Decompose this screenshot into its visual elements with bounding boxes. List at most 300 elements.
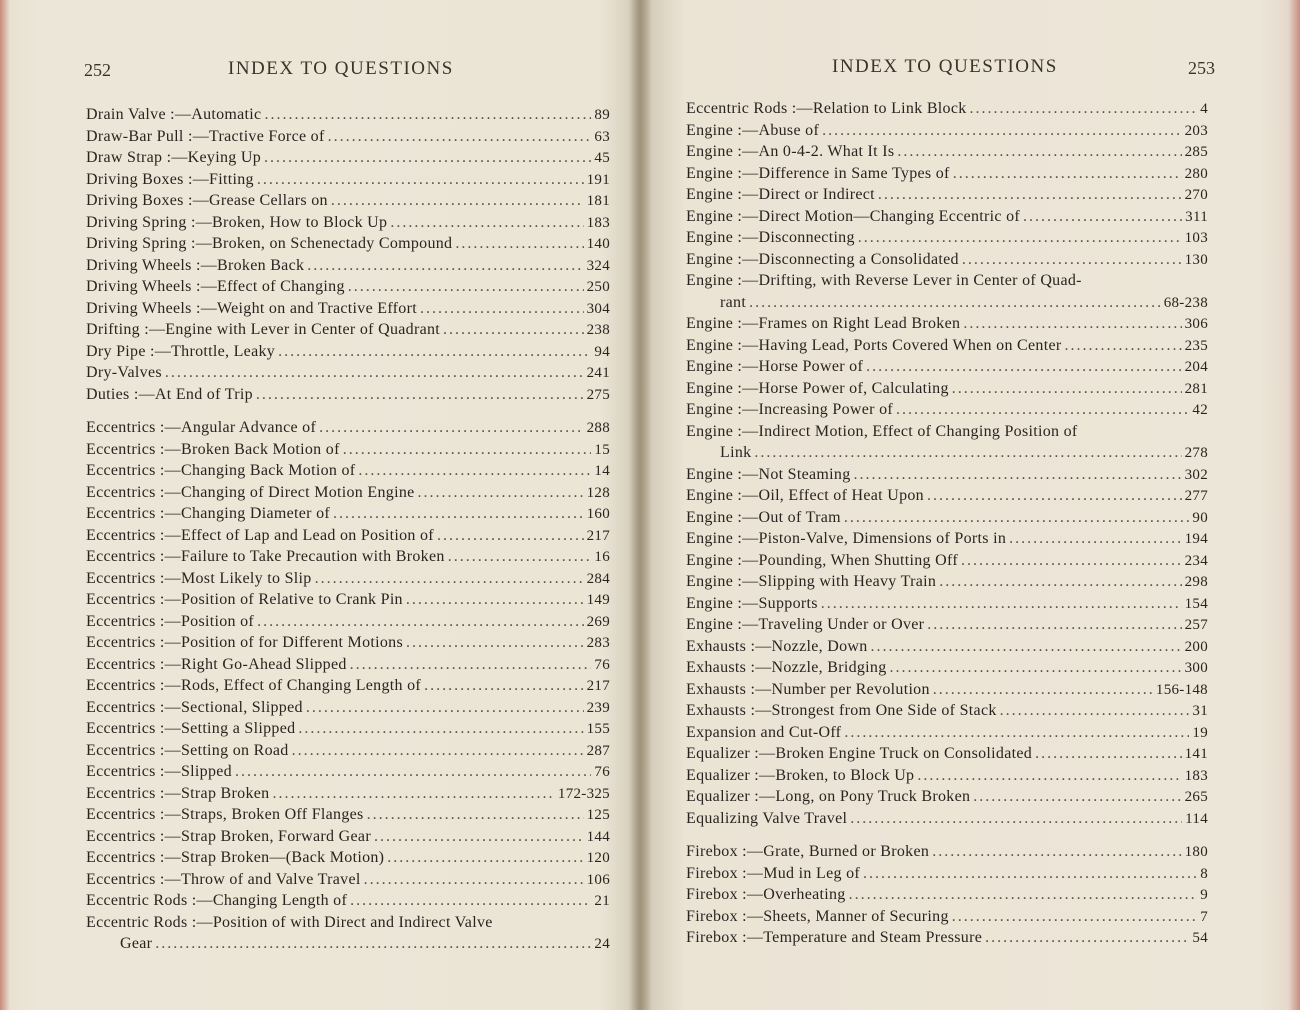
- entry-text: Dry Pipe :—Throttle, Leaky: [86, 342, 276, 360]
- index-entry: [686, 906, 1208, 928]
- leader-dots: [420, 298, 584, 320]
- index-entry: [86, 869, 610, 891]
- leader-dots: [387, 847, 583, 869]
- entry-text: Eccentrics :—Failure to Take Precaution with Broken: [86, 548, 445, 565]
- leader-dots: [390, 212, 583, 234]
- entry-page-number: 257: [1184, 617, 1208, 633]
- index-entry: [86, 255, 610, 277]
- entry-page-number: 94: [594, 343, 610, 360]
- leader-dots: [298, 718, 583, 740]
- leader-dots: [257, 611, 584, 633]
- entry-text: Engine :—Frames on Right Lead Broken: [686, 315, 961, 332]
- entry-page-number: 14: [594, 463, 610, 479]
- entry-page-number: 7: [1200, 908, 1208, 925]
- index-entry: [86, 298, 610, 320]
- leader-dots: [328, 126, 592, 148]
- page-number: 252: [84, 60, 111, 80]
- index-entry: [686, 313, 1208, 335]
- entry-text: Eccentrics :—Strap Broken—(Back Motion): [86, 849, 385, 866]
- entry-text: Link: [720, 444, 752, 461]
- leader-dots: [315, 568, 584, 590]
- entry-page-number: 172-325: [557, 785, 610, 802]
- entry-page-number: 203: [1184, 122, 1208, 139]
- entry-text: Driving Spring :—Broken, How to Block Up: [86, 213, 388, 231]
- entry-page-number: 120: [586, 850, 610, 866]
- entry-page-number: 155: [586, 721, 610, 737]
- entry-text: Engine :—Drifting, with Reverse Lever in Center of Quad-: [686, 272, 1082, 289]
- entry-page-number: 180: [1184, 844, 1208, 860]
- entry-page-number: 288: [586, 420, 610, 436]
- leader-dots: [854, 464, 1182, 486]
- leader-dots: [961, 550, 1182, 572]
- leader-dots: [350, 890, 591, 912]
- entry-text: Engine :—Supports: [686, 594, 818, 612]
- entry-page-number: 265: [1184, 789, 1208, 805]
- leader-dots: [307, 255, 583, 277]
- entry-text: Firebox :—Sheets, Manner of Securing: [686, 907, 949, 925]
- index-entry: [686, 292, 1208, 314]
- index-entry: [86, 568, 610, 590]
- leader-dots: [348, 276, 584, 298]
- leader-dots: [970, 98, 1198, 120]
- entry-text: Eccentrics :—Angular Advance of: [86, 419, 317, 436]
- index-entry: [686, 528, 1208, 550]
- entry-page-number: 141: [1184, 746, 1208, 762]
- entry-page-number: 194: [1184, 531, 1208, 547]
- entry-text: Eccentrics :—Setting on Road: [86, 741, 289, 759]
- entry-text: Equalizing Valve Travel: [686, 809, 848, 827]
- index-entry: [86, 826, 610, 848]
- leader-dots: [953, 163, 1182, 185]
- entry-text: Engine :—Increasing Power of: [686, 401, 894, 418]
- entry-text: Eccentrics :—Slipped: [86, 763, 232, 780]
- leader-dots: [896, 399, 1189, 421]
- leader-dots: [448, 546, 592, 568]
- entry-text: Firebox :—Temperature and Steam Pressure: [686, 929, 983, 946]
- index-entry: [86, 847, 610, 869]
- index-entry: [686, 765, 1208, 787]
- index-entry: [86, 212, 610, 234]
- entry-page-number: 140: [586, 236, 610, 252]
- leader-dots: [306, 697, 584, 719]
- entry-page-number: 287: [586, 742, 610, 759]
- entry-page-number: 103: [1184, 230, 1208, 246]
- entry-text: Eccentrics :—Position of: [86, 612, 255, 630]
- leader-dots: [1023, 206, 1182, 228]
- index-entry: [686, 378, 1208, 400]
- entry-page-number: 204: [1184, 359, 1208, 375]
- entry-page-number: 42: [1192, 402, 1208, 418]
- entry-text: Duties :—At End of Trip: [86, 385, 253, 403]
- entry-text: Engine :—Piston-Valve, Dimensions of Ports in: [686, 530, 1007, 547]
- index-entry: [686, 356, 1208, 378]
- leader-dots: [821, 593, 1182, 615]
- index-entry: [686, 786, 1208, 808]
- index-entry: [686, 399, 1208, 421]
- leader-dots: [319, 417, 583, 439]
- index-entry: [86, 503, 610, 525]
- entry-text: Equalizer :—Broken Engine Truck on Consolidated: [686, 745, 1033, 762]
- entry-page-number: 128: [586, 484, 610, 501]
- leader-dots: [871, 636, 1182, 658]
- index-entry: [686, 485, 1208, 507]
- index-entry: [686, 442, 1208, 464]
- entry-text: Eccentrics :—Strap Broken, Forward Gear: [86, 827, 371, 845]
- entry-page-number: 235: [1184, 337, 1208, 354]
- index-entry: [686, 679, 1208, 701]
- entry-page-number: 200: [1184, 638, 1208, 655]
- right-page: [640, 0, 1300, 1010]
- entry-text: Eccentrics :—Throw of and Valve Travel: [86, 870, 361, 888]
- index-entry: [86, 341, 610, 363]
- index-entry: [686, 593, 1208, 615]
- leader-dots: [866, 356, 1182, 378]
- entry-text: Eccentrics :—Rods, Effect of Changing Length of: [86, 677, 422, 694]
- leader-dots: [278, 341, 591, 363]
- index-entry: [86, 169, 610, 191]
- leader-dots: [844, 722, 1189, 744]
- entry-text: Eccentrics :—Changing Diameter of: [86, 505, 331, 522]
- index-entry: [686, 614, 1208, 636]
- index-entry: [86, 525, 610, 547]
- index-entry: [686, 657, 1208, 679]
- leader-dots: [331, 190, 584, 212]
- leader-dots: [406, 589, 584, 611]
- entry-text: rant: [720, 293, 747, 311]
- entry-text: Driving Wheels :—Weight on and Tractive Effort: [86, 299, 417, 317]
- leader-dots: [844, 507, 1190, 529]
- entry-page-number: 302: [1184, 466, 1208, 483]
- index-entry: [686, 808, 1208, 830]
- entry-text: Engine :—Indirect Motion, Effect of Changing Position of: [686, 422, 1078, 440]
- index-entry: [686, 743, 1208, 765]
- entry-text: Eccentrics :—Straps, Broken Off Flanges: [86, 806, 364, 823]
- entry-page-number: 154: [1184, 595, 1208, 612]
- entry-page-number: 89: [594, 107, 610, 123]
- entry-text: Driving Spring :—Broken, on Schenectady Compound: [86, 235, 453, 252]
- index-entry: [86, 319, 610, 341]
- index-entry: [86, 126, 610, 148]
- index-entry: [86, 654, 610, 676]
- entry-text: Engine :—Horse Power of, Calculating: [686, 379, 949, 397]
- entry-page-number: 8: [1200, 865, 1208, 882]
- entry-text: Draw Strap :—Keying Up: [86, 149, 262, 166]
- leader-dots: [939, 571, 1181, 593]
- entry-page-number: 16: [594, 549, 610, 565]
- entry-page-number: 298: [1184, 574, 1208, 590]
- index-entry: [686, 636, 1208, 658]
- index-entry: [686, 335, 1208, 357]
- entry-page-number: 285: [1184, 144, 1208, 160]
- index-entry: [86, 276, 610, 298]
- entry-text: Eccentrics :—Changing Back Motion of: [86, 462, 356, 479]
- entry-page-number: 239: [586, 699, 610, 716]
- index-entry: [686, 184, 1208, 206]
- entry-text: Gear: [120, 935, 153, 952]
- index-entry: [86, 611, 610, 633]
- entry-text: Exhausts :—Strongest from One Side of Stack: [686, 702, 997, 719]
- entry-page-number: 45: [594, 150, 610, 166]
- entry-text: Eccentrics :—Position of for Different Motions: [86, 634, 404, 651]
- entry-text: Eccentrics :—Effect of Lap and Lead on Position of: [86, 526, 434, 544]
- index-entry: [686, 507, 1208, 529]
- leader-dots: [878, 184, 1182, 206]
- entry-page-number: 144: [586, 828, 610, 845]
- entry-text: Engine :—Disconnecting a Consolidated: [686, 250, 959, 268]
- entry-page-number: 191: [586, 171, 610, 188]
- entry-text: Eccentric Rods :—Position of with Direct and Indirect Valve: [86, 913, 493, 931]
- entry-text: Eccentrics :—Changing of Direct Motion Engine: [86, 483, 415, 501]
- entry-page-number: 283: [586, 635, 610, 651]
- entry-text: Eccentric Rods :—Relation to Link Block: [686, 100, 967, 117]
- entry-page-number: 250: [586, 279, 610, 295]
- entry-text: Eccentrics :—Setting a Slipped: [86, 720, 296, 737]
- leader-dots: [418, 482, 584, 504]
- entry-page-number: 183: [586, 214, 610, 231]
- index-entry: [86, 740, 610, 762]
- index-entry: [86, 104, 610, 126]
- entry-text: Eccentric Rods :—Changing Length of: [86, 892, 348, 909]
- leader-dots: [350, 654, 592, 676]
- entry-text: Expansion and Cut-Off: [686, 723, 842, 741]
- index-entry: [686, 884, 1208, 906]
- leader-dots: [927, 614, 1181, 636]
- entry-page-number: 278: [1184, 445, 1208, 461]
- entry-text: Eccentrics :—Position of Relative to Crank Pin: [86, 591, 403, 608]
- index-entry: [686, 249, 1208, 271]
- leader-dots: [1035, 743, 1182, 765]
- entry-page-number: 270: [1184, 187, 1208, 203]
- entry-page-number: 217: [586, 527, 610, 544]
- leader-dots: [985, 927, 1189, 949]
- entry-page-number: 238: [586, 322, 610, 338]
- entry-text: Exhausts :—Number per Revolution: [686, 680, 930, 698]
- entry-page-number: 306: [1184, 316, 1208, 332]
- entry-page-number: 31: [1192, 703, 1208, 719]
- leader-dots: [235, 761, 591, 783]
- left-page: [0, 0, 640, 1010]
- leader-dots: [927, 485, 1182, 507]
- entry-text: Firebox :—Overheating: [686, 886, 846, 903]
- leader-dots: [364, 869, 584, 891]
- entry-text: Engine :—Difference in Same Types of: [686, 164, 950, 182]
- leader-dots: [1065, 335, 1182, 357]
- leader-dots: [256, 384, 584, 406]
- index-entry: [86, 417, 610, 439]
- running-head: INDEX TO QUESTIONS: [228, 58, 454, 79]
- index-entry: [86, 147, 610, 169]
- leader-dots: [822, 120, 1182, 142]
- index-entry: [686, 206, 1208, 228]
- entry-text: Equalizer :—Broken, to Block Up: [686, 766, 915, 784]
- index-entry: [86, 439, 610, 461]
- entry-page-number: 76: [594, 656, 610, 673]
- page-number: 253: [1188, 58, 1215, 78]
- leader-dots: [932, 841, 1181, 863]
- index-entry: [86, 890, 610, 912]
- leader-dots: [917, 765, 1181, 787]
- entry-page-number: 114: [1185, 810, 1208, 827]
- leader-dots: [264, 147, 591, 169]
- leader-dots: [155, 933, 591, 955]
- index-entry: [86, 589, 610, 611]
- entry-page-number: 300: [1184, 660, 1208, 676]
- entry-text: Eccentrics :—Most Likely to Slip: [86, 569, 312, 587]
- leader-dots: [165, 362, 584, 384]
- index-entry: [686, 98, 1208, 120]
- index-entry: [686, 464, 1208, 486]
- entry-page-number: 217: [586, 678, 610, 694]
- index-entry: [86, 482, 610, 504]
- entry-text: Driving Boxes :—Grease Cellars on: [86, 192, 328, 209]
- entry-page-number: 311: [1185, 208, 1208, 225]
- entry-text: Draw-Bar Pull :—Tractive Force of: [86, 127, 325, 145]
- entry-page-number: 280: [1184, 165, 1208, 182]
- entry-page-number: 277: [1184, 488, 1208, 504]
- leader-dots: [264, 104, 591, 126]
- entry-text: Engine :—Pounding, When Shutting Off: [686, 551, 958, 569]
- entry-page-number: 4: [1200, 101, 1208, 117]
- index-list: [686, 98, 1208, 949]
- entry-text: Firebox :—Mud in Leg of: [686, 864, 860, 882]
- entry-text: Engine :—Oil, Effect of Heat Upon: [686, 487, 924, 504]
- leader-dots: [455, 233, 583, 255]
- leader-dots: [367, 804, 584, 826]
- leader-dots: [952, 906, 1197, 928]
- leader-dots: [858, 227, 1182, 249]
- leader-dots: [358, 460, 591, 482]
- index-entry: [86, 632, 610, 654]
- index-entry: [86, 761, 610, 783]
- entry-page-number: 284: [586, 570, 610, 587]
- index-entry: [686, 571, 1208, 593]
- entry-text: Eccentrics :—Broken Back Motion of: [86, 440, 340, 458]
- entry-page-number: 54: [1192, 930, 1208, 946]
- index-entry: [686, 841, 1208, 863]
- leader-dots: [437, 525, 584, 547]
- entry-text: Eccentrics :—Sectional, Slipped: [86, 698, 303, 716]
- index-entry: [686, 120, 1208, 142]
- index-list: [86, 104, 610, 955]
- book-gutter: [628, 0, 652, 1010]
- leader-dots: [952, 378, 1182, 400]
- entry-text: Eccentrics :—Strap Broken: [86, 784, 270, 802]
- index-entry: [686, 227, 1208, 249]
- entry-text: Driving Boxes :—Fitting: [86, 170, 254, 188]
- index-entry: [686, 700, 1208, 722]
- entry-text: Engine :—Horse Power of: [686, 358, 864, 375]
- entry-page-number: 9: [1200, 887, 1208, 903]
- leader-dots: [257, 169, 584, 191]
- leader-dots: [424, 675, 584, 697]
- leader-dots: [963, 313, 1181, 335]
- index-entry: [686, 421, 1208, 443]
- entry-text: Engine :—Abuse of: [686, 121, 820, 139]
- leader-dots: [1000, 700, 1190, 722]
- leader-dots: [374, 826, 584, 848]
- index-entry: [86, 362, 610, 384]
- entry-text: Driving Wheels :—Broken Back: [86, 256, 305, 274]
- leader-dots: [849, 884, 1198, 906]
- entry-page-number: 149: [586, 592, 610, 608]
- index-entry: [686, 270, 1208, 292]
- index-entry: [86, 783, 610, 805]
- leader-dots: [406, 632, 584, 654]
- entry-page-number: 130: [1184, 251, 1208, 268]
- index-entry: [86, 675, 610, 697]
- index-entry: [686, 163, 1208, 185]
- entry-text: Equalizer :—Long, on Pony Truck Broken: [686, 788, 971, 805]
- leader-dots: [343, 439, 592, 461]
- entry-text: Dry-Valves: [86, 364, 162, 381]
- entry-text: Engine :—Direct Motion—Changing Eccentric of: [686, 207, 1021, 225]
- leader-dots: [333, 503, 584, 525]
- entry-text: Drain Valve :—Automatic: [86, 106, 262, 123]
- index-entry: [86, 460, 610, 482]
- index-entry: [86, 546, 610, 568]
- entry-text: Exhausts :—Nozzle, Bridging: [686, 659, 887, 676]
- entry-text: Drifting :—Engine with Lever in Center of Quadrant: [86, 321, 441, 338]
- running-head: INDEX TO QUESTIONS: [832, 56, 1058, 77]
- entry-page-number: 324: [586, 257, 610, 274]
- entry-page-number: 234: [1184, 552, 1208, 569]
- entry-text: Firebox :—Grate, Burned or Broken: [686, 843, 930, 860]
- entry-page-number: 106: [586, 871, 610, 888]
- entry-text: Engine :—Direct or Indirect: [686, 186, 875, 203]
- entry-text: Exhausts :—Nozzle, Down: [686, 637, 868, 655]
- leader-dots: [1009, 528, 1181, 550]
- index-entry: [86, 190, 610, 212]
- entry-page-number: 63: [594, 128, 610, 145]
- entry-page-number: 90: [1192, 509, 1208, 526]
- entry-text: Driving Wheels :—Effect of Changing: [86, 278, 345, 295]
- entry-text: Engine :—Slipping with Heavy Train: [686, 573, 937, 590]
- entry-text: Engine :—Not Steaming: [686, 465, 851, 483]
- leader-dots: [933, 679, 1153, 701]
- leader-dots: [890, 657, 1182, 679]
- index-entry: [686, 722, 1208, 744]
- index-entry: [686, 927, 1208, 949]
- entry-text: Engine :—An 0-4-2. What It Is: [686, 143, 895, 160]
- entry-page-number: 21: [594, 893, 610, 909]
- entry-page-number: 24: [594, 936, 610, 952]
- entry-text: Engine :—Out of Tram: [686, 508, 841, 526]
- index-entry: [86, 804, 610, 826]
- leader-dots: [272, 783, 554, 805]
- index-entry: [86, 233, 610, 255]
- index-entry: [686, 550, 1208, 572]
- entry-page-number: 181: [586, 193, 610, 209]
- entry-page-number: 19: [1192, 724, 1208, 741]
- entry-page-number: 125: [586, 807, 610, 823]
- leader-dots: [443, 319, 584, 341]
- entry-text: Engine :—Disconnecting: [686, 229, 855, 246]
- entry-page-number: 76: [594, 764, 610, 780]
- index-entry: [86, 697, 610, 719]
- entry-page-number: 156-148: [1155, 681, 1208, 698]
- index-entry: [86, 912, 610, 934]
- leader-dots: [897, 141, 1181, 163]
- entry-page-number: 275: [586, 386, 610, 403]
- leader-dots: [754, 442, 1181, 464]
- leader-dots: [850, 808, 1182, 830]
- entry-page-number: 241: [586, 365, 610, 381]
- entry-text: Engine :—Traveling Under or Over: [686, 616, 925, 633]
- entry-text: Engine :—Having Lead, Ports Covered When on Center: [686, 336, 1062, 354]
- index-entry: [686, 141, 1208, 163]
- entry-page-number: 15: [594, 441, 610, 458]
- leader-dots: [292, 740, 584, 762]
